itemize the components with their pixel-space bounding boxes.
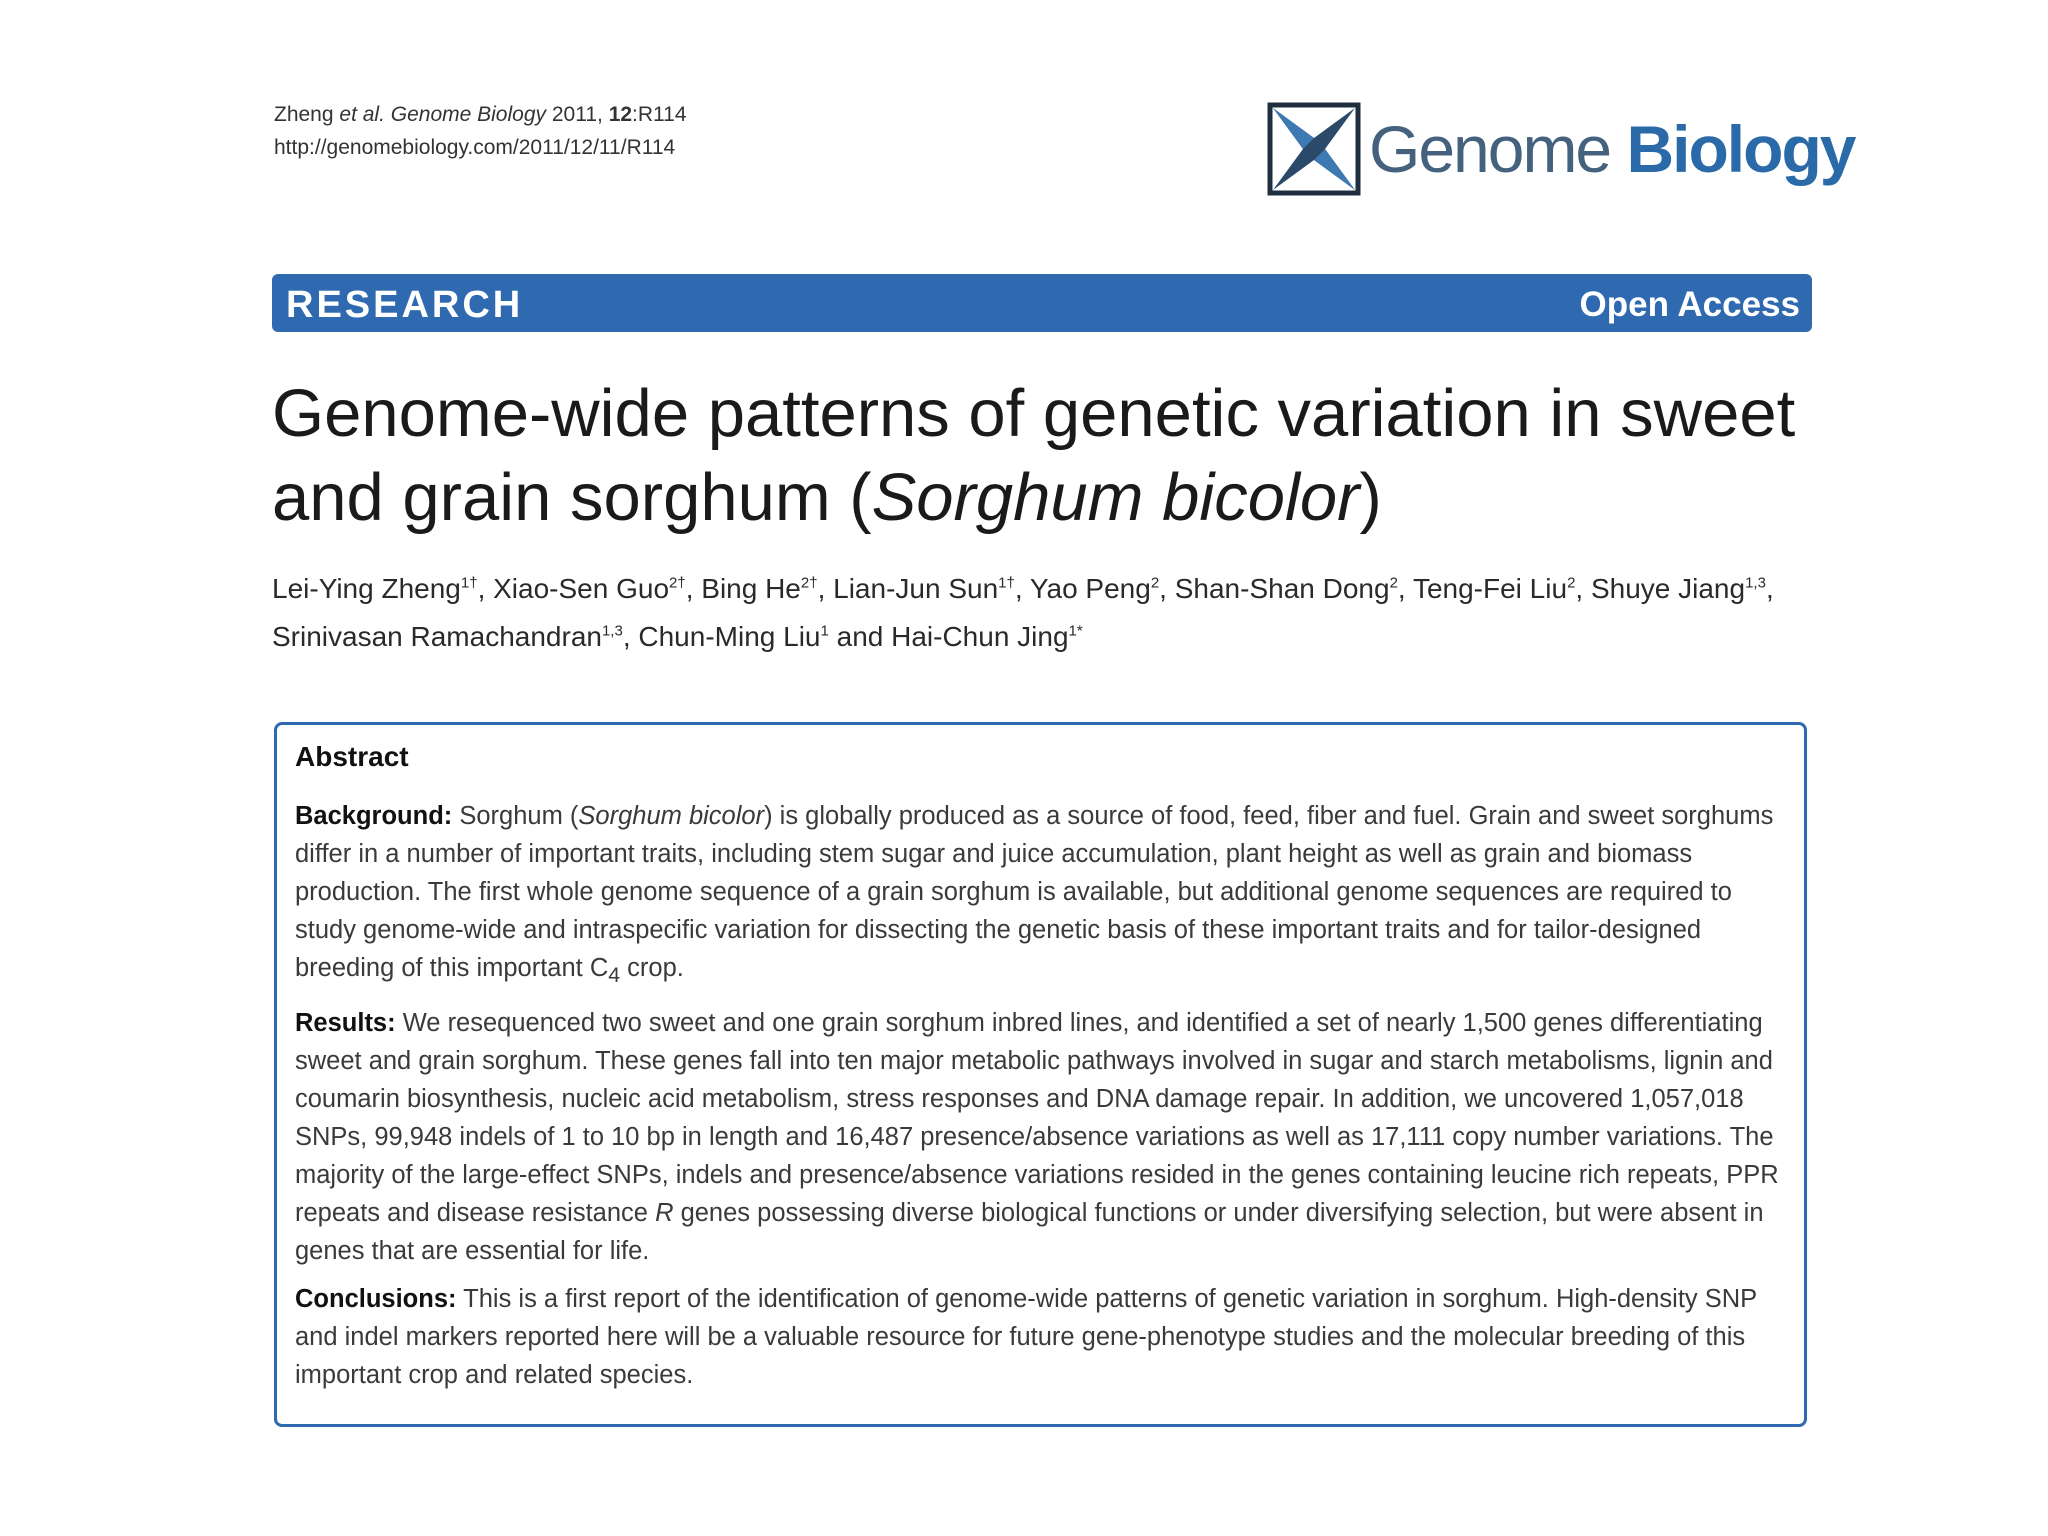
author-separator: , — [622, 621, 639, 652]
citation-line-1: Zheng et al. Genome Biology 2011, 12:R114 — [274, 103, 687, 126]
author-affiliation: 2 — [1389, 574, 1398, 592]
author-item[interactable] — [272, 621, 623, 652]
author-affiliation: 2† — [800, 574, 818, 592]
author-name: Shuye Jiang — [1590, 573, 1746, 604]
citation-header — [274, 98, 687, 164]
author-separator: , — [1397, 573, 1413, 604]
author-name: Lei-Ying Zheng — [272, 573, 461, 604]
author-item[interactable] — [833, 573, 1015, 604]
journal-name: Genome Biology — [1369, 112, 1855, 186]
author-item[interactable] — [701, 573, 817, 604]
author-item[interactable] — [638, 621, 828, 652]
abstract-background: Background: Sorghum (Sorghum bicolor) is globally produced as a source of food, feed, fiber and fuel. Grain and sweet sorghums differ in a number of important traits, including stem sugar and juice accumulation, plant height as well as grain and biomass production. The first whole genome sequence of a grain sorghum is available, but additional genome sequences are required to study genome-wide and intraspecific variation for dissecting the genetic basis of these important traits and for tailor-designed breeding of this important $C_4$ crop. — [295, 802, 1774, 988]
abstract-results: Results: We resequenced two sweet and one grain sorghum inbred lines, and identified a set of nearly 1,500 genes differentiating sweet and grain sorghum. These genes fall into ten major metabolic pathways involved in sugar and starch metabolisms, lignin and coumarin biosynthesis, nucleic acid metabolism, stress responses and DNA damage repair. In addition, we uncovered 1,057,018 SNPs, 99,948 indels of 1 to 10 bp in length and 16,487 presence/absence variations as well as 17,111 copy number variations. The majority of the large-effect SNPs, indels and presence/absence variations resided in the genes containing leucine rich repeats, PPR repeats and disease resistance R genes possessing diverse biological functions or under diversifying selection, but were absent in genes that are essential for life. — [295, 1009, 1779, 1266]
author-name: Hai-Chun Jing — [891, 621, 1069, 652]
author-separator: , — [1014, 573, 1030, 604]
genome-biology-logo-icon — [1267, 102, 1361, 196]
author-item[interactable] — [493, 573, 686, 604]
author-name: Yao Peng — [1029, 573, 1151, 604]
abstract-conclusions: Conclusions: This is a first report of the identification of genome-wide patterns of genetic variation in sorghum. High-density SNP and indel markers reported here will be a valuable resource for future gene-phenotype studies and the molecular breeding of this important crop and related species. — [295, 1285, 1757, 1390]
citation-url[interactable]: http://genomebiology.com/2011/12/11/R114 — [274, 136, 676, 159]
author-name: Lian-Jun Sun — [833, 573, 999, 604]
author-separator: , — [685, 573, 702, 604]
author-affiliation: 2 — [1150, 574, 1160, 592]
author-list — [272, 565, 1832, 661]
abstract-box — [274, 722, 1807, 1427]
open-access-label: Open Access — [1579, 285, 1800, 324]
author-item[interactable] — [1591, 573, 1766, 604]
author-name: Bing He — [701, 573, 801, 604]
author-affiliation: 2 — [1567, 574, 1576, 592]
author-affiliation: 1† — [460, 574, 478, 592]
author-separator: , — [477, 573, 494, 604]
author-affiliation: 1† — [998, 574, 1015, 592]
author-item[interactable] — [1413, 573, 1575, 604]
author-name: Teng-Fei Liu — [1412, 573, 1568, 604]
author-name: Chun-Ming Liu — [638, 621, 821, 652]
author-separator: , — [1575, 573, 1591, 604]
author-separator: , — [1159, 573, 1175, 604]
author-item[interactable] — [891, 621, 1083, 652]
author-item[interactable] — [1175, 573, 1398, 604]
author-affiliation: 1,3 — [1745, 574, 1766, 592]
abstract-heading: Abstract — [295, 741, 409, 772]
author-affiliation: 1* — [1068, 622, 1083, 640]
author-affiliation: 1 — [820, 622, 829, 640]
article-type-label: RESEARCH — [286, 284, 524, 326]
journal-logo[interactable] — [1267, 100, 1854, 198]
author-name: Srinivasan Ramachandran — [272, 621, 602, 652]
author-affiliation: 2† — [669, 574, 686, 592]
author-item[interactable] — [1030, 573, 1159, 604]
article-title: Genome-wide patterns of genetic variation in sweet and grain sorghum (Sorghum bicolor) — [272, 376, 1796, 535]
author-name: Shan-Shan Dong — [1174, 573, 1390, 604]
author-name: Xiao-Sen Guo — [493, 573, 670, 604]
author-separator: , — [817, 573, 834, 604]
author-item[interactable] — [272, 573, 478, 604]
author-separator: , — [1765, 573, 1774, 604]
author-affiliation: 1,3 — [601, 622, 623, 640]
author-separator: and — [828, 621, 892, 652]
article-type-banner — [272, 274, 1812, 332]
